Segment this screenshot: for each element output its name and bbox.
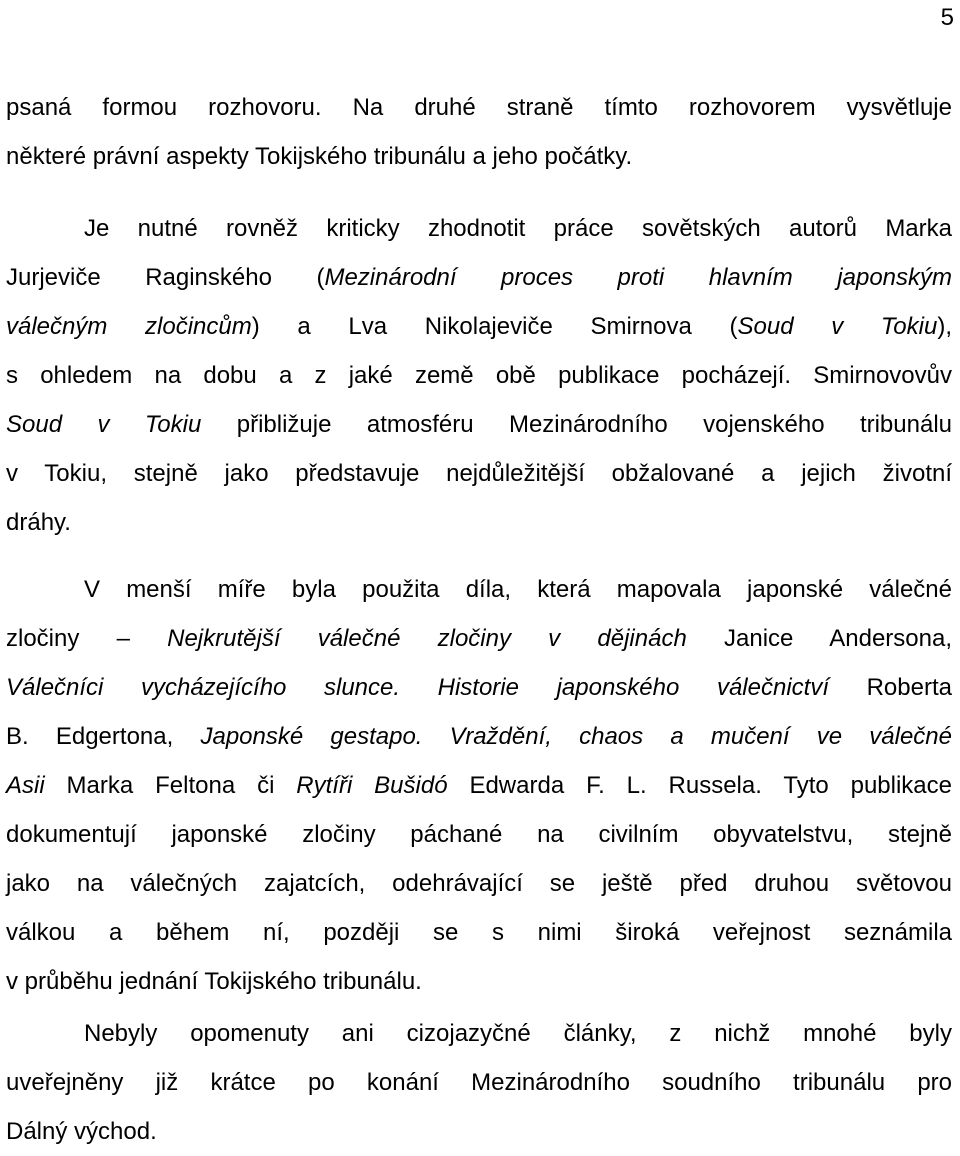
text-span: Janice Andersona, (686, 625, 953, 652)
book-title-italic: válečným zločincům (6, 313, 252, 340)
paragraph-4-line-2: uveřejněny již krátce po konání Mezinárodního soudního tribunálu pro (6, 1069, 952, 1096)
paragraph-2-line-4: s ohledem na dobu a z jaké země obě publikace pocházejí. Smirnovovův (6, 362, 952, 389)
text-span: ), (937, 313, 953, 340)
book-title-italic: Mezinárodní proces proti hlavním japonským (324, 264, 953, 291)
book-title-italic: Japonské gestapo. Vraždění, chaos a mučení ve válečné (200, 723, 952, 750)
paragraph-2-line-5 (6, 400, 952, 449)
text-span: ) a Lva Nikolajeviče Smirnova ( (251, 313, 738, 340)
paragraph-3-line-5 (6, 761, 952, 810)
paragraph-3-line-1: V menší míře byla použita díla, která mapovala japonské válečné (84, 576, 952, 603)
paragraph-2-line-6: v Tokiu, stejně jako představuje nejdůležitější obžalované a jejich životní (6, 460, 952, 487)
paragraph-2-line-1: Je nutné rovněž kriticky zhodnotit práce sovětských autorů Marka (84, 215, 952, 242)
paragraph-4-line-3: Dálný východ. (6, 1118, 157, 1145)
paragraph-4-line-1: Nebyly opomenuty ani cizojazyčné články, z nichž mnohé byly (84, 1020, 952, 1047)
book-title-italic: Soud v Tokiu (737, 313, 938, 340)
paragraph-1-line-1: psaná formou rozhovoru. Na druhé straně tímto rozhovorem vysvětluje (6, 94, 952, 121)
paragraph-3-line-3 (6, 663, 952, 712)
paragraph-2-line-3 (6, 302, 952, 351)
paragraph-2 (6, 204, 952, 547)
text-span: zločiny – (6, 625, 168, 652)
paragraph-4 (6, 1009, 952, 1156)
text-span: B. Edgertona, (6, 723, 201, 750)
book-title-italic: Soud v Tokiu (6, 411, 202, 438)
page-number: 5 (940, 4, 954, 31)
paragraph-3-line-9: v průběhu jednání Tokijského tribunálu. (6, 968, 422, 995)
paragraph-3-line-7: jako na válečných zajatcích, odehrávající se ještě před druhou světovou (6, 870, 952, 897)
text-span: Edwarda F. L. Russela. Tyto publikace (447, 772, 953, 799)
paragraph-3 (6, 565, 952, 1006)
text-span: Marka Feltona či (44, 772, 297, 799)
text-span: Roberta (829, 674, 952, 701)
paragraph-3-line-6: dokumentují japonské zločiny páchané na civilním obyvatelstvu, stejně (6, 821, 952, 848)
text-span: přibližuje atmosféru Mezinárodního vojenského tribunálu (201, 411, 953, 438)
text-span: Jurjeviče Raginského ( (6, 264, 325, 291)
paragraph-3-line-4 (6, 712, 952, 761)
book-title-italic: Asii (6, 772, 45, 799)
book-title-italic: Rytíři Bušidó (296, 772, 448, 799)
book-title-italic: Válečníci vycházejícího slunce. Historie japonského válečnictví (6, 674, 829, 701)
paragraph-2-line-7: dráhy. (6, 509, 71, 536)
paragraph-1-line-2: některé právní aspekty Tokijského tribunálu a jeho počátky. (6, 143, 633, 170)
book-title-italic: Nejkrutější válečné zločiny v dějinách (167, 625, 687, 652)
paragraph-3-line-8: válkou a během ní, později se s nimi široká veřejnost seznámila (6, 919, 952, 946)
paragraph-2-line-2 (6, 253, 952, 302)
paragraph-1 (6, 83, 952, 181)
paragraph-3-line-2 (6, 614, 952, 663)
